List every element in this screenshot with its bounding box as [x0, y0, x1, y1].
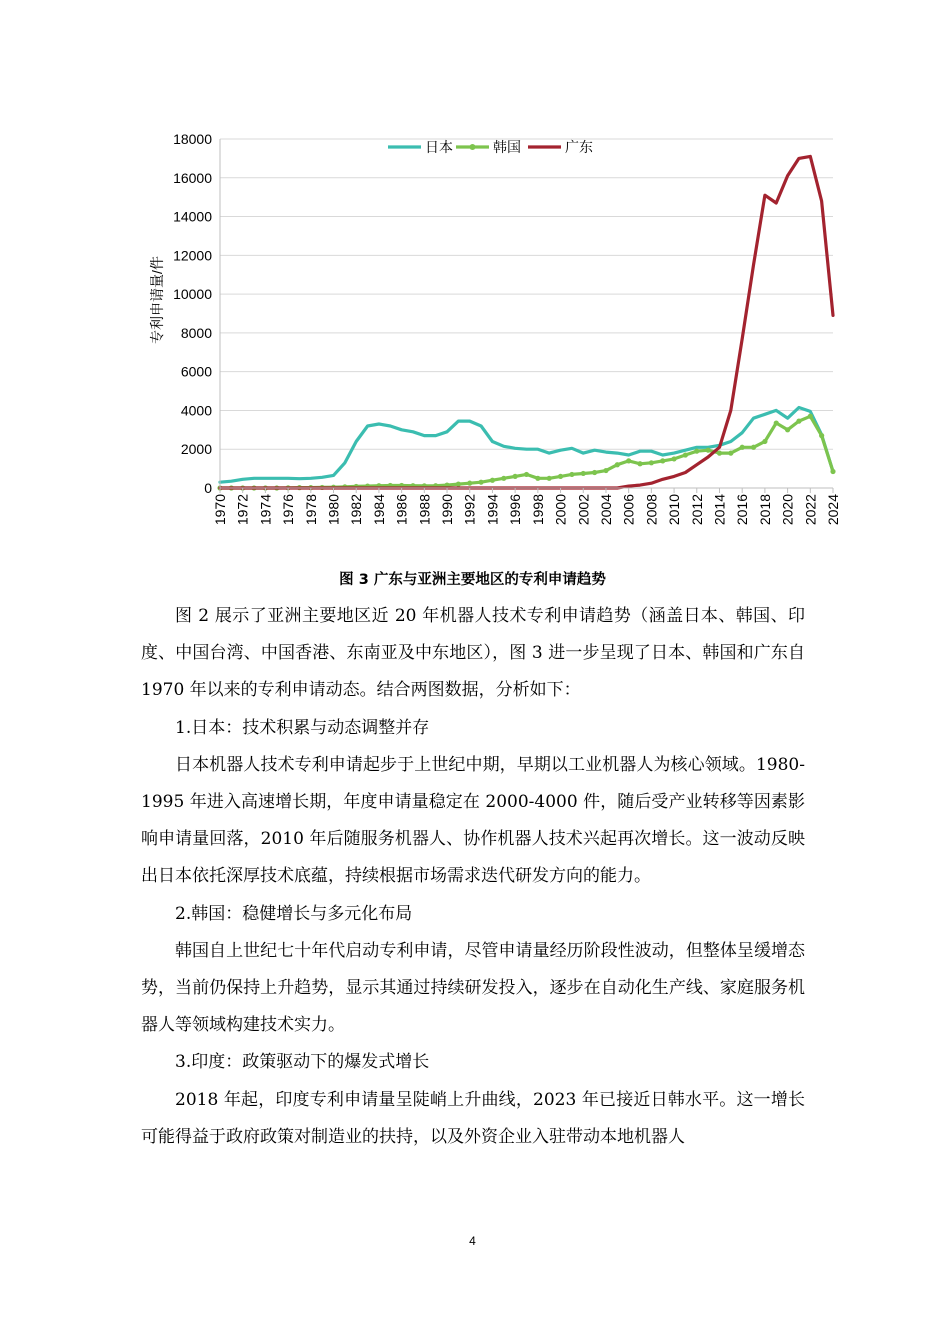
section-heading-korea: 2.韩国：稳健增长与多元化布局 [175, 903, 413, 924]
data-point [456, 482, 461, 487]
y-tick-label: 10000 [173, 286, 212, 303]
data-point [706, 448, 711, 453]
y-tick-label: 18000 [173, 131, 212, 147]
x-tick-label: 2000 [552, 494, 569, 526]
paragraph-japan: 日本机器人技术专利申请起步于上世纪中期，早期以工业机器人为核心领域。1980-1995 年进入高速增长期，年度申请量稳定在 2000-4000 件，随后受产业转移等因素影响申请量回落，2010 年后随服务机器人、协作机器人技术兴起再次增长。这一波动反映出日本依托深厚技术底蕴，持续根据市场需求迭代研发方向的能力。 [141, 754, 805, 887]
data-point [558, 474, 563, 479]
patent-trend-chart [140, 120, 860, 550]
y-tick-label: 8000 [180, 324, 212, 341]
series-line-2 [220, 156, 833, 488]
y-tick-label: 14000 [173, 208, 212, 225]
data-point [637, 461, 642, 466]
data-point [615, 462, 620, 467]
data-point [569, 472, 574, 477]
body-text [141, 598, 805, 1156]
data-point [660, 458, 665, 463]
x-tick-label: 1980 [325, 494, 342, 526]
x-tick-label: 2012 [688, 494, 705, 526]
x-tick-label: 2010 [666, 494, 683, 526]
data-point [592, 470, 597, 475]
x-tick-label: 2018 [756, 494, 773, 526]
x-tick-label: 1990 [439, 494, 456, 526]
data-point [603, 468, 608, 473]
section-heading-india: 3.印度：政策驱动下的爆发式增长 [175, 1052, 430, 1073]
y-tick-label: 6000 [180, 363, 212, 380]
data-point [490, 478, 495, 483]
data-point [649, 460, 654, 465]
x-tick-label: 1986 [393, 494, 410, 526]
data-point [683, 452, 688, 457]
data-point [808, 414, 813, 419]
x-tick-label: 1992 [461, 494, 478, 526]
legend-marker [470, 144, 476, 150]
x-tick-label: 2002 [575, 494, 592, 526]
data-point [785, 427, 790, 432]
legend-label: 广东 [565, 139, 593, 155]
x-tick-label: 2004 [597, 494, 614, 526]
y-axis-label: 专利申请量/件 [149, 256, 165, 344]
x-tick-label: 2008 [643, 494, 660, 526]
y-axis-ticks [173, 131, 212, 496]
y-tick-label: 12000 [173, 247, 212, 264]
x-tick-label: 2014 [711, 494, 728, 526]
y-tick-label: 16000 [173, 169, 212, 186]
x-tick-label: 2022 [802, 494, 819, 526]
data-point [694, 449, 699, 454]
data-point [717, 451, 722, 456]
data-point [524, 472, 529, 477]
chart-legend [388, 139, 593, 155]
figure-caption: 图 3 广东与亚洲主要地区的专利申请趋势 [339, 572, 606, 588]
chart-series [217, 156, 835, 490]
data-point [478, 480, 483, 485]
chart-gridlines [220, 139, 833, 449]
x-tick-label: 2024 [825, 494, 841, 526]
data-point [830, 469, 835, 474]
x-tick-label: 1972 [234, 494, 251, 526]
legend-label: 日本 [425, 139, 453, 155]
data-point [774, 420, 779, 425]
x-tick-label: 1988 [416, 494, 433, 526]
legend-label: 韩国 [493, 139, 521, 155]
x-tick-label: 1998 [529, 494, 546, 526]
x-tick-label: 1974 [257, 494, 274, 526]
data-point [762, 439, 767, 444]
data-point [547, 476, 552, 481]
chart-axes [220, 139, 833, 493]
data-point [751, 445, 756, 450]
x-tick-label: 2016 [734, 494, 751, 526]
y-tick-label: 4000 [180, 402, 212, 419]
data-point [467, 481, 472, 486]
x-tick-label: 1994 [484, 494, 501, 526]
data-point [671, 456, 676, 461]
x-tick-label: 1978 [302, 494, 319, 526]
data-point [626, 458, 631, 463]
data-point [740, 445, 745, 450]
x-tick-label: 1970 [212, 494, 228, 526]
page-number: 4 [469, 1234, 476, 1248]
y-tick-label: 2000 [180, 441, 212, 458]
paragraph-india: 2018 年起，印度专利申请量呈陡峭上升曲线，2023 年已接近日韩水平。这一增长可能得益于政府政策对制造业的扶持，以及外资企业入驻带动本地机器人 [141, 1089, 805, 1147]
x-tick-label: 1976 [280, 494, 297, 526]
data-point [796, 419, 801, 424]
series-line-0 [220, 408, 833, 483]
x-tick-label: 2006 [620, 493, 637, 526]
data-point [535, 476, 540, 481]
x-tick-label: 1984 [370, 494, 387, 526]
data-point [819, 433, 824, 438]
x-tick-label: 1996 [507, 494, 524, 526]
data-point [581, 471, 586, 476]
paragraph-intro: 图 2 展示了亚洲主要地区近 20 年机器人技术专利申请趋势（涵盖日本、韩国、印度、中国台湾、中国香港、东南亚及中东地区），图 3 进一步呈现了日本、韩国和广东自 1970 年以来的专利申请动态。结合两图数据，分析如下： [141, 606, 805, 701]
data-point [513, 474, 518, 479]
paragraph-korea: 韩国自上世纪七十年代启动专利申请，尽管申请量经历阶段性波动，但整体呈缓增态势，当前仍保持上升趋势，显示其通过持续研发投入，逐步在自动化生产线、家庭服务机器人等领域构建技术实力。 [141, 940, 805, 1036]
data-point [501, 476, 506, 481]
y-tick-label: 0 [204, 480, 212, 496]
x-tick-label: 2020 [779, 494, 796, 526]
section-heading-japan: 1.日本：技术积累与动态调整并存 [175, 717, 430, 738]
x-axis-ticks [212, 494, 841, 525]
x-tick-label: 1982 [348, 494, 365, 526]
data-point [728, 451, 733, 456]
